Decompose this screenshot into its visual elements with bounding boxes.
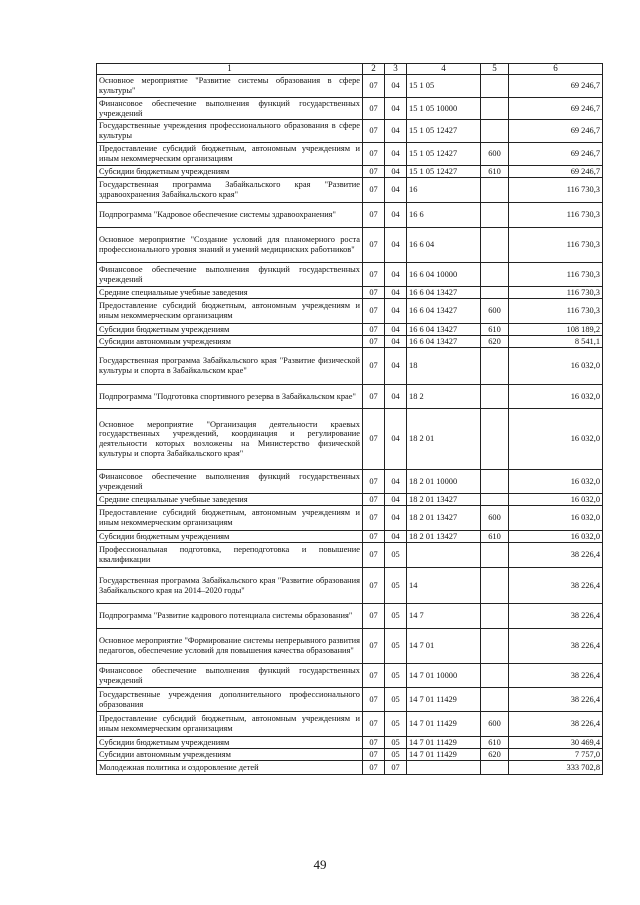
row-amount: 16 032,0	[509, 531, 603, 543]
row-expense-type	[481, 75, 509, 98]
row-expense-type	[481, 348, 509, 385]
row-name: Субсидии бюджетным учреждениям	[97, 531, 363, 543]
row-expense-type: 610	[481, 324, 509, 336]
row-section: 07	[363, 287, 385, 299]
row-section: 07	[363, 629, 385, 664]
row-section: 07	[363, 299, 385, 324]
row-amount: 16 032,0	[509, 385, 603, 409]
row-expense-type	[481, 543, 509, 568]
row-name: Государственные учреждения дополнительного профессионального образования	[97, 688, 363, 712]
row-section: 07	[363, 712, 385, 737]
table-row	[97, 712, 603, 737]
row-section: 07	[363, 749, 385, 761]
row-name: Государственная программа Забайкальского края "Развитие здравоохранения Забайкальского края"	[97, 178, 363, 203]
row-name: Предоставление субсидий бюджетным, автономным учреждениям и иным некоммерческим организациям	[97, 143, 363, 166]
row-section: 07	[363, 688, 385, 712]
row-subsection: 04	[385, 98, 407, 120]
row-section: 07	[363, 385, 385, 409]
row-subsection: 04	[385, 75, 407, 98]
header-col-3: 3	[385, 64, 407, 75]
row-target-article: 18 2	[407, 385, 481, 409]
row-subsection: 04	[385, 178, 407, 203]
row-expense-type: 600	[481, 506, 509, 531]
table-row	[97, 568, 603, 604]
row-name: Основное мероприятие "Формирование системы непрерывного развития педагогов, обеспечение условий для повышения качества образования"	[97, 629, 363, 664]
row-subsection: 05	[385, 568, 407, 604]
header-col-6: 6	[509, 64, 603, 75]
table-row	[97, 287, 603, 299]
table-row	[97, 604, 603, 629]
row-target-article: 16 6 04 13427	[407, 299, 481, 324]
row-expense-type	[481, 263, 509, 287]
table-row	[97, 178, 603, 203]
row-expense-type	[481, 385, 509, 409]
table-row	[97, 531, 603, 543]
row-target-article: 14 7 01 11429	[407, 712, 481, 737]
row-target-article: 16 6	[407, 203, 481, 228]
row-section: 07	[363, 494, 385, 506]
row-name: Государственная программа Забайкальского края "Развитие образования Забайкальского края на 2014–2020 годы"	[97, 568, 363, 604]
row-section: 07	[363, 203, 385, 228]
row-section: 07	[363, 409, 385, 470]
table-row	[97, 664, 603, 688]
row-expense-type	[481, 761, 509, 775]
row-expense-type: 620	[481, 336, 509, 348]
row-subsection: 04	[385, 336, 407, 348]
table-header-row	[97, 64, 603, 75]
row-subsection: 04	[385, 531, 407, 543]
row-subsection: 07	[385, 761, 407, 775]
row-section: 07	[363, 263, 385, 287]
row-subsection: 05	[385, 629, 407, 664]
row-target-article	[407, 543, 481, 568]
row-expense-type	[481, 568, 509, 604]
row-name: Финансовое обеспечение выполнения функций государственных учреждений	[97, 664, 363, 688]
row-expense-type	[481, 228, 509, 263]
page-number: 49	[313, 857, 327, 872]
row-subsection: 04	[385, 494, 407, 506]
budget-table	[96, 63, 603, 775]
row-subsection: 05	[385, 664, 407, 688]
row-expense-type	[481, 203, 509, 228]
row-expense-type: 620	[481, 749, 509, 761]
row-target-article: 14 7 01	[407, 629, 481, 664]
row-target-article: 18	[407, 348, 481, 385]
row-target-article: 16 6 04 10000	[407, 263, 481, 287]
row-expense-type: 600	[481, 143, 509, 166]
row-expense-type: 600	[481, 712, 509, 737]
row-expense-type	[481, 409, 509, 470]
row-subsection: 04	[385, 324, 407, 336]
row-name: Основное мероприятие "Организация деятельности краевых государственных учреждений, координация и регулирование деятельности которых возложены на Министерство физической культуры и спорта Забайкальского края"	[97, 409, 363, 470]
row-target-article: 14 7 01 10000	[407, 664, 481, 688]
row-subsection: 05	[385, 712, 407, 737]
row-expense-type	[481, 688, 509, 712]
table-row	[97, 228, 603, 263]
row-expense-type	[481, 494, 509, 506]
row-section: 07	[363, 143, 385, 166]
row-section: 07	[363, 228, 385, 263]
row-target-article: 14 7 01 11429	[407, 688, 481, 712]
row-target-article: 16 6 04	[407, 228, 481, 263]
row-target-article	[407, 761, 481, 775]
row-amount: 16 032,0	[509, 470, 603, 494]
row-subsection: 04	[385, 506, 407, 531]
row-target-article: 16 6 04 13427	[407, 336, 481, 348]
row-section: 07	[363, 543, 385, 568]
row-subsection: 04	[385, 203, 407, 228]
row-amount: 116 730,3	[509, 287, 603, 299]
row-section: 07	[363, 761, 385, 775]
row-amount: 116 730,3	[509, 263, 603, 287]
row-amount: 38 226,4	[509, 688, 603, 712]
row-subsection: 05	[385, 543, 407, 568]
row-target-article: 18 2 01 13427	[407, 531, 481, 543]
row-target-article: 18 2 01 13427	[407, 494, 481, 506]
table-row	[97, 203, 603, 228]
row-target-article: 15 1 05	[407, 75, 481, 98]
header-col-2: 2	[363, 64, 385, 75]
row-expense-type: 610	[481, 531, 509, 543]
row-name: Финансовое обеспечение выполнения функций государственных учреждений	[97, 98, 363, 120]
row-name: Средние специальные учебные заведения	[97, 494, 363, 506]
row-amount: 69 246,7	[509, 98, 603, 120]
row-section: 07	[363, 470, 385, 494]
header-col-5: 5	[481, 64, 509, 75]
row-name: Субсидии бюджетным учреждениям	[97, 166, 363, 178]
row-amount: 16 032,0	[509, 506, 603, 531]
table-row	[97, 494, 603, 506]
table-row	[97, 506, 603, 531]
row-section: 07	[363, 531, 385, 543]
row-amount: 116 730,3	[509, 299, 603, 324]
table-row	[97, 348, 603, 385]
row-amount: 7 757,0	[509, 749, 603, 761]
table-row	[97, 543, 603, 568]
row-section: 07	[363, 568, 385, 604]
row-section: 07	[363, 75, 385, 98]
row-name: Основное мероприятие "Развитие системы образования в сфере культуры"	[97, 75, 363, 98]
row-target-article: 15 1 05 10000	[407, 98, 481, 120]
row-amount: 69 246,7	[509, 166, 603, 178]
row-target-article: 16 6 04 13427	[407, 287, 481, 299]
row-subsection: 04	[385, 120, 407, 143]
row-amount: 333 702,8	[509, 761, 603, 775]
table-row	[97, 336, 603, 348]
row-expense-type	[481, 629, 509, 664]
row-expense-type	[481, 178, 509, 203]
row-target-article: 15 1 05 12427	[407, 143, 481, 166]
row-subsection: 04	[385, 287, 407, 299]
row-name: Подпрограмма "Кадровое обеспечение системы здравоохранения"	[97, 203, 363, 228]
table-row	[97, 761, 603, 775]
row-name: Основное мероприятие "Создание условий для планомерного роста профессионального уровня знаний и умений медицинских работников"	[97, 228, 363, 263]
header-col-4: 4	[407, 64, 481, 75]
table-row	[97, 263, 603, 287]
row-name: Государственная программа Забайкальского края "Развитие физической культуры и спорта в Забайкальском крае"	[97, 348, 363, 385]
row-name: Предоставление субсидий бюджетным, автономным учреждениям и иным некоммерческим организациям	[97, 506, 363, 531]
row-target-article: 18 2 01	[407, 409, 481, 470]
row-expense-type	[481, 604, 509, 629]
row-subsection: 04	[385, 166, 407, 178]
row-subsection: 04	[385, 409, 407, 470]
row-subsection: 04	[385, 470, 407, 494]
row-subsection: 05	[385, 749, 407, 761]
row-name: Подпрограмма "Развитие кадрового потенциала системы образования"	[97, 604, 363, 629]
row-subsection: 04	[385, 143, 407, 166]
row-subsection: 04	[385, 228, 407, 263]
row-name: Государственные учреждения профессионального образования в сфере культуры	[97, 120, 363, 143]
row-section: 07	[363, 348, 385, 385]
table-row	[97, 629, 603, 664]
row-target-article: 14 7	[407, 604, 481, 629]
row-amount: 38 226,4	[509, 629, 603, 664]
row-section: 07	[363, 506, 385, 531]
row-section: 07	[363, 324, 385, 336]
row-amount: 108 189,2	[509, 324, 603, 336]
row-name: Профессиональная подготовка, переподготовка и повышение квалификации	[97, 543, 363, 568]
table-row	[97, 166, 603, 178]
row-expense-type	[481, 664, 509, 688]
row-amount: 38 226,4	[509, 664, 603, 688]
row-amount: 116 730,3	[509, 228, 603, 263]
row-subsection: 04	[385, 385, 407, 409]
table-row	[97, 409, 603, 470]
row-target-article: 16	[407, 178, 481, 203]
row-target-article: 18 2 01 13427	[407, 506, 481, 531]
row-name: Предоставление субсидий бюджетным, автономным учреждениям и иным некоммерческим организациям	[97, 299, 363, 324]
row-amount: 116 730,3	[509, 203, 603, 228]
row-amount: 69 246,7	[509, 75, 603, 98]
row-target-article: 15 1 05 12427	[407, 166, 481, 178]
table-row	[97, 749, 603, 761]
row-section: 07	[363, 664, 385, 688]
header-col-1: 1	[97, 64, 363, 75]
row-subsection: 05	[385, 688, 407, 712]
row-amount: 38 226,4	[509, 604, 603, 629]
table-row	[97, 143, 603, 166]
row-amount: 69 246,7	[509, 120, 603, 143]
row-amount: 69 246,7	[509, 143, 603, 166]
table-row	[97, 120, 603, 143]
row-target-article: 14	[407, 568, 481, 604]
row-section: 07	[363, 604, 385, 629]
table-row	[97, 470, 603, 494]
row-subsection: 04	[385, 263, 407, 287]
row-expense-type: 610	[481, 166, 509, 178]
row-amount: 16 032,0	[509, 409, 603, 470]
row-subsection: 05	[385, 737, 407, 749]
row-subsection: 04	[385, 299, 407, 324]
row-subsection: 05	[385, 604, 407, 629]
table-row	[97, 385, 603, 409]
row-name: Подпрограмма "Подготовка спортивного резерва в Забайкальском крае"	[97, 385, 363, 409]
row-target-article: 16 6 04 13427	[407, 324, 481, 336]
row-amount: 116 730,3	[509, 178, 603, 203]
row-subsection: 04	[385, 348, 407, 385]
row-section: 07	[363, 737, 385, 749]
row-target-article: 14 7 01 11429	[407, 737, 481, 749]
row-amount: 30 469,4	[509, 737, 603, 749]
row-section: 07	[363, 98, 385, 120]
table-row	[97, 75, 603, 98]
row-amount: 16 032,0	[509, 494, 603, 506]
row-name: Средние специальные учебные заведения	[97, 287, 363, 299]
row-name: Финансовое обеспечение выполнения функций государственных учреждений	[97, 263, 363, 287]
row-section: 07	[363, 166, 385, 178]
row-amount: 8 541,1	[509, 336, 603, 348]
table-row	[97, 98, 603, 120]
table-row	[97, 737, 603, 749]
row-name: Субсидии бюджетным учреждениям	[97, 737, 363, 749]
row-expense-type	[481, 287, 509, 299]
row-expense-type	[481, 120, 509, 143]
row-amount: 16 032,0	[509, 348, 603, 385]
row-expense-type: 600	[481, 299, 509, 324]
row-expense-type	[481, 470, 509, 494]
table-row	[97, 688, 603, 712]
row-amount: 38 226,4	[509, 568, 603, 604]
row-amount: 38 226,4	[509, 543, 603, 568]
row-name: Предоставление субсидий бюджетным, автономным учреждениям и иным некоммерческим организациям	[97, 712, 363, 737]
row-expense-type: 610	[481, 737, 509, 749]
table-row	[97, 299, 603, 324]
row-name: Субсидии бюджетным учреждениям	[97, 324, 363, 336]
row-name: Молодежная политика и оздоровление детей	[97, 761, 363, 775]
row-name: Субсидии автономным учреждениям	[97, 336, 363, 348]
row-expense-type	[481, 98, 509, 120]
row-target-article: 15 1 05 12427	[407, 120, 481, 143]
table-row	[97, 324, 603, 336]
row-section: 07	[363, 120, 385, 143]
row-target-article: 18 2 01 10000	[407, 470, 481, 494]
row-amount: 38 226,4	[509, 712, 603, 737]
row-name: Финансовое обеспечение выполнения функций государственных учреждений	[97, 470, 363, 494]
row-target-article: 14 7 01 11429	[407, 749, 481, 761]
row-name: Субсидии автономным учреждениям	[97, 749, 363, 761]
row-section: 07	[363, 178, 385, 203]
row-section: 07	[363, 336, 385, 348]
